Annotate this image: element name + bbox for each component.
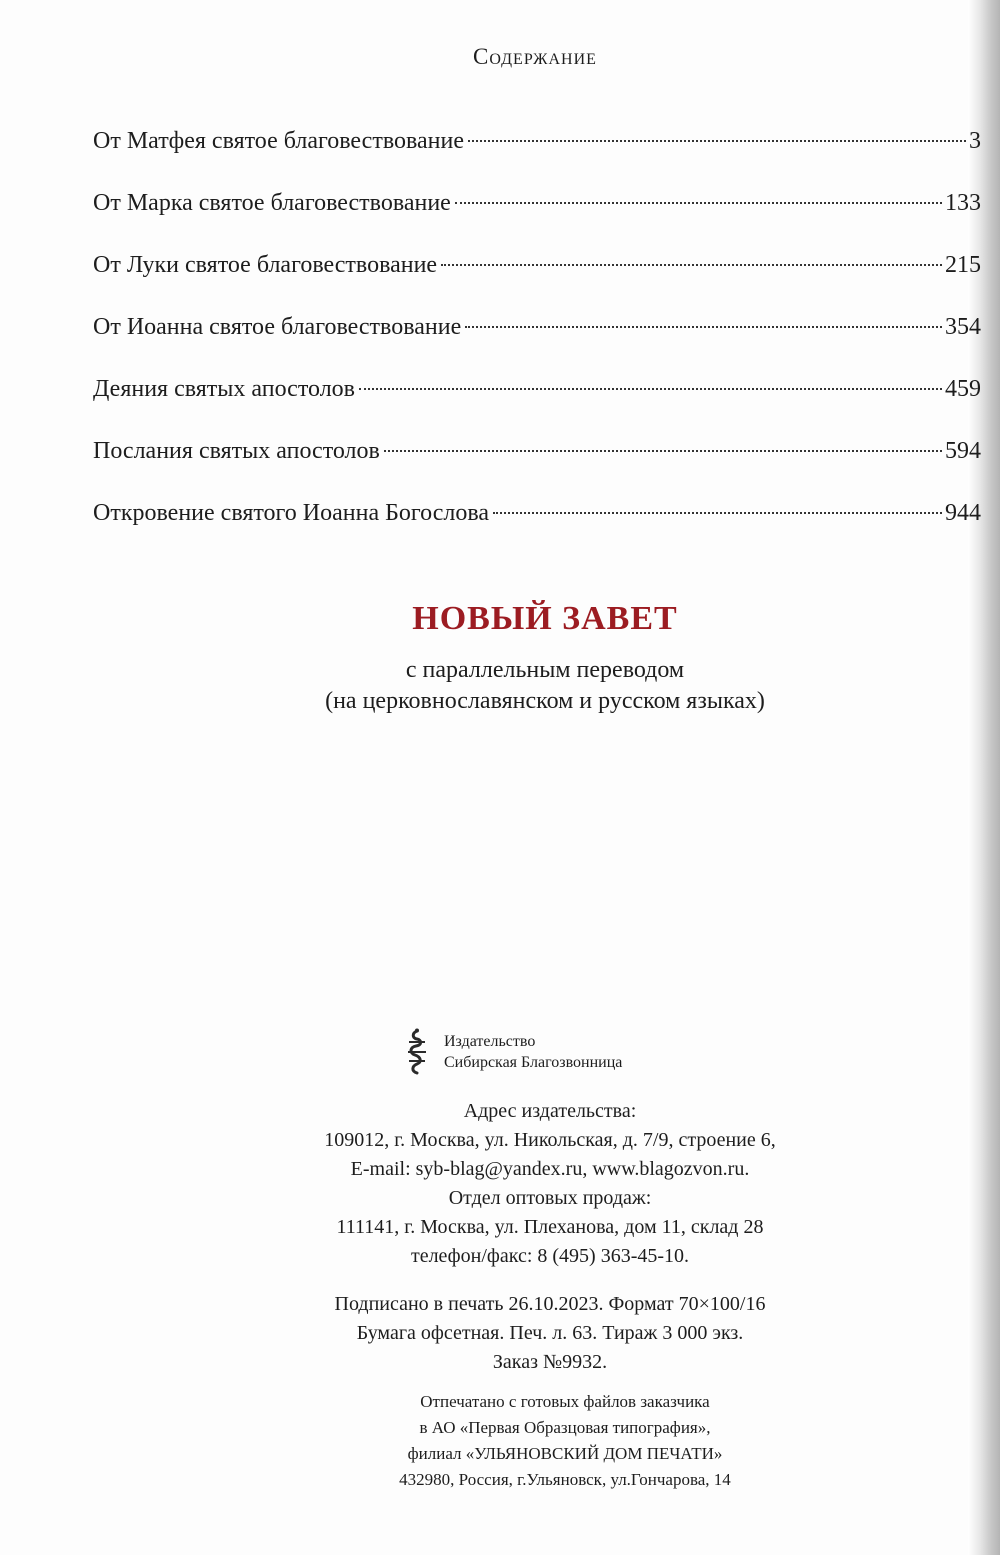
printer-line3: филиал «УЛЬЯНОВСКИЙ ДОМ ПЕЧАТИ» <box>407 1444 723 1463</box>
print-info-line3: Заказ №9932. <box>492 1351 608 1373</box>
book-title: НОВЫЙ ЗАВЕТ <box>412 600 678 637</box>
phone-line: телефон/факс: 8 (495) 363-45-10. <box>410 1245 690 1267</box>
toc-entry-mark <box>93 190 981 252</box>
book-subtitle-line1: с параллельным переводом <box>405 657 685 683</box>
toc-entry-page: 459 <box>945 376 981 402</box>
toc-entry-acts <box>93 376 981 438</box>
toc-entry-title: Послания святых апостолов <box>93 438 380 464</box>
book-subtitle-line2: (на церковнославянском и русском языках) <box>325 688 765 714</box>
print-info-line1: Подписано в печать 26.10.2023. Формат 70×100/16 <box>334 1293 766 1315</box>
toc-entry-matthew <box>93 128 981 190</box>
dot-leader <box>359 388 942 390</box>
toc-entry-title: От Иоанна святое благовествование <box>93 314 462 340</box>
bell-logo-icon <box>400 1028 434 1076</box>
contacts-line: E-mail: syb-blag@yandex.ru, www.blagozvon.ru. <box>350 1158 750 1180</box>
dot-leader <box>465 326 942 328</box>
toc-entry-page: 594 <box>945 438 981 464</box>
publisher-address-block <box>0 1097 1000 1271</box>
address-line: 109012, г. Москва, ул. Никольская, д. 7/9, строение 6, <box>324 1129 776 1151</box>
printer-line4: 432980, Россия, г.Ульяновск, ул.Гончарова, 14 <box>399 1470 731 1489</box>
dot-leader <box>384 450 942 452</box>
sales-address: 111141, г. Москва, ул. Плеханова, дом 11, склад 28 <box>336 1216 764 1238</box>
dot-leader <box>455 202 942 204</box>
publisher-block <box>400 1028 622 1076</box>
publisher-label: Издательство <box>444 1033 536 1050</box>
toc-entry-page: 354 <box>945 314 981 340</box>
toc-entry-title: Деяния святых апостолов <box>93 376 355 402</box>
toc-entry-page: 133 <box>945 190 981 216</box>
dot-leader <box>441 264 942 266</box>
toc-entry-page: 215 <box>945 252 981 278</box>
printer-block <box>0 1389 1000 1493</box>
toc-entry-luke <box>93 252 981 314</box>
sales-label: Отдел оптовых продаж: <box>448 1187 652 1209</box>
toc-entry-epistles <box>93 438 981 500</box>
toc-entry-page: 944 <box>945 500 981 526</box>
publisher-name: Сибирская Благозвонница <box>444 1054 623 1071</box>
toc-entry-revelation <box>93 500 981 562</box>
dot-leader <box>493 512 942 514</box>
toc-entry-title: От Луки святое благовествование <box>93 252 438 278</box>
toc-entry-title: От Матфея святое благовествование <box>93 128 464 154</box>
printer-line2: в АО «Первая Образцовая типография», <box>419 1418 711 1437</box>
dot-leader <box>468 140 966 142</box>
table-of-contents <box>93 128 981 562</box>
printer-line1: Отпечатано с готовых файлов заказчика <box>420 1392 710 1411</box>
print-info-line2: Бумага офсетная. Печ. л. 63. Тираж 3 000 экз. <box>356 1322 744 1344</box>
toc-entry-title: Откровение святого Иоанна Богослова <box>93 500 490 526</box>
contents-heading: Содержание <box>473 44 597 69</box>
toc-entry-title: От Марка святое благовествование <box>93 190 451 216</box>
print-info-block <box>0 1290 1000 1377</box>
toc-entry-page: 3 <box>969 128 981 154</box>
toc-entry-john <box>93 314 981 376</box>
address-label: Адрес издательства: <box>463 1100 637 1122</box>
